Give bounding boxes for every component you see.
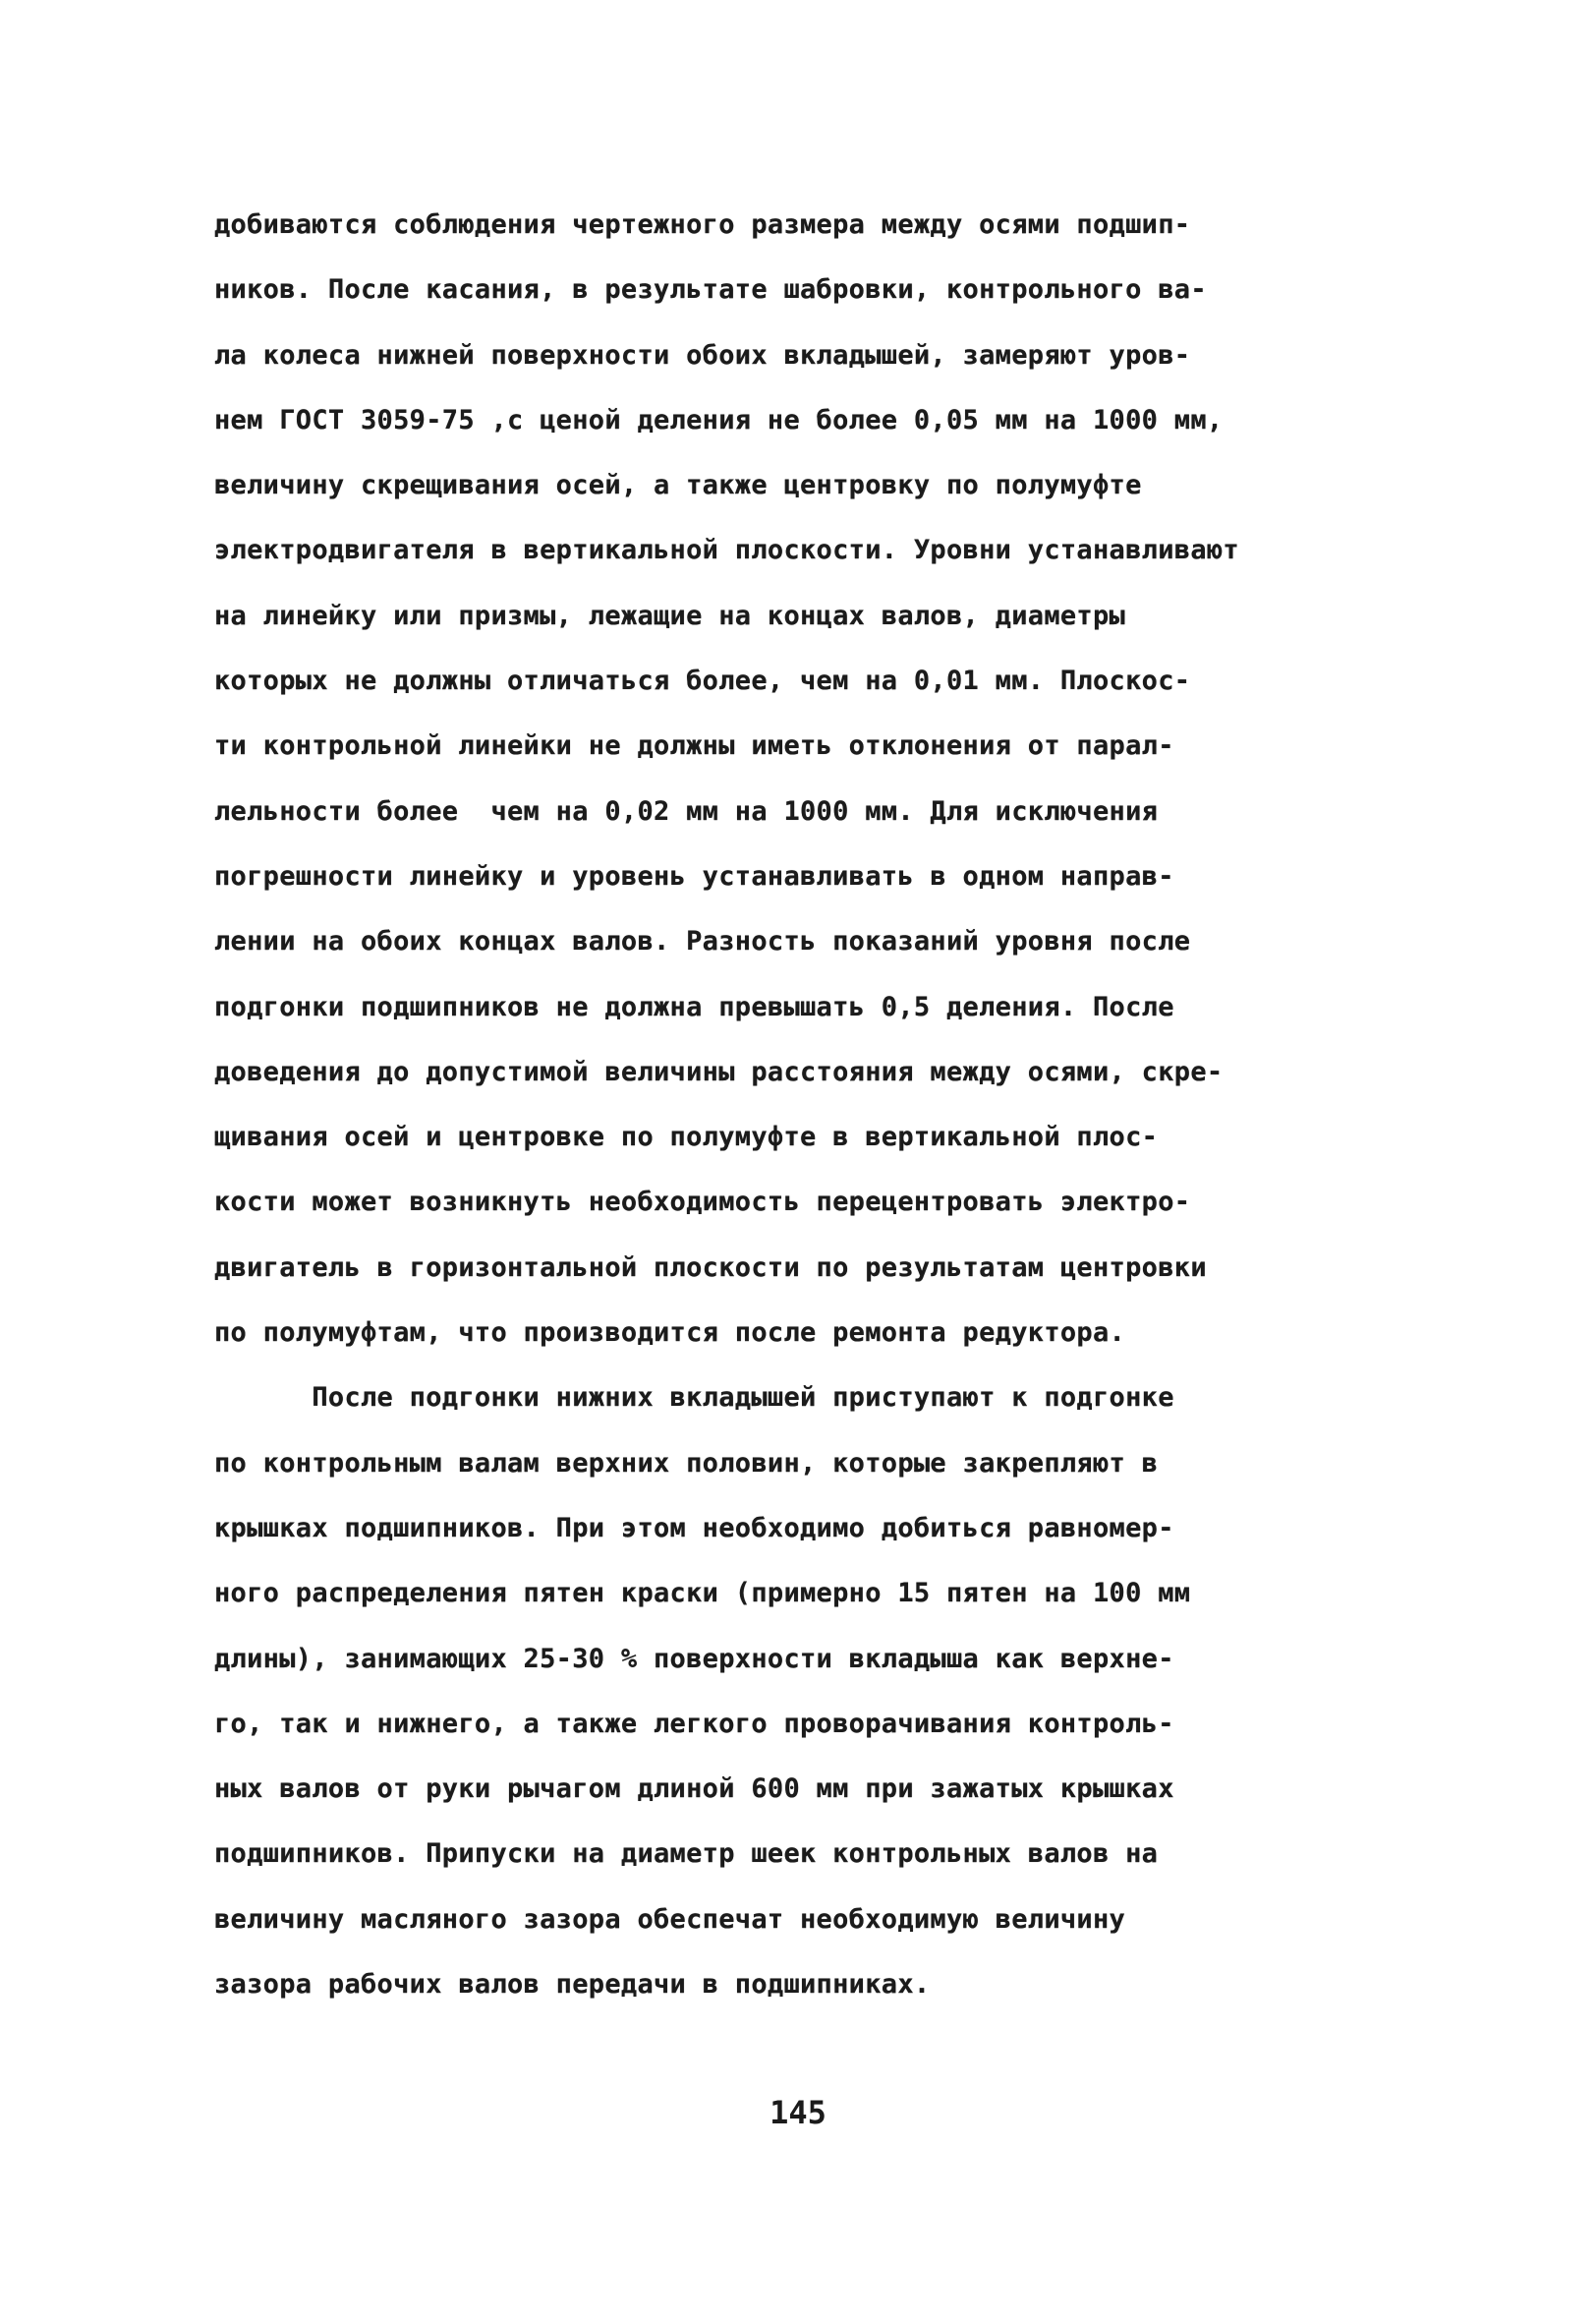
- text-line: ного распределения пятен краски (примерно 15 пятен на 100 мм: [214, 1578, 1191, 1609]
- text-line: крышках подшипников. При этом необходимо добиться равномер-: [214, 1512, 1174, 1543]
- text-line: ти контрольной линейки не должны иметь отклонения от парал-: [214, 730, 1174, 762]
- text-line: которых не должны отличаться более, чем на 0,01 мм. Плоскос-: [214, 666, 1191, 697]
- text-line: подгонки подшипников не должна превышать 0,5 деления. После: [214, 991, 1174, 1022]
- text-line: двигатель в горизонтальной плоскости по результатам центровки: [214, 1251, 1207, 1283]
- text-line: кости может возникнуть необходимость перецентровать электро-: [214, 1187, 1191, 1218]
- text-line: го, так и нижнего, а также легкого проворачивания контроль-: [214, 1708, 1174, 1739]
- text-line: по полумуфтам, что производится после ремонта редуктора.: [214, 1317, 1126, 1349]
- text-line: величину масляного зазора обеспечат необходимую величину: [214, 1903, 1126, 1935]
- paragraph-start-line: После подгонки нижних вкладышей приступают к подгонке: [214, 1382, 1174, 1414]
- text-line: на линейку или призмы, лежащие на концах валов, диаметры: [214, 600, 1126, 631]
- text-line: по контрольным валам верхних половин, которые закрепляют в: [214, 1447, 1159, 1479]
- text-line: погрешности линейку и уровень устанавливать в одном направ-: [214, 860, 1174, 892]
- text-line: зазора рабочих валов передачи в подшипниках.: [214, 1969, 931, 2001]
- text-line: электродвигателя в вертикальной плоскости. Уровни устанавливают: [214, 535, 1239, 566]
- text-line: добиваются соблюдения чертежного размера между осями подшип-: [214, 209, 1191, 240]
- page-number: 145: [770, 2094, 826, 2131]
- text-line: ных валов от руки рычагом длиной 600 мм при зажатых крышках: [214, 1773, 1174, 1805]
- text-line: щивания осей и центровке по полумуфте в вертикальной плос-: [214, 1122, 1159, 1153]
- text-line: лельности более чем на 0,02 мм на 1000 мм. Для исключения: [214, 795, 1159, 827]
- text-line: величину скрещивания осей, а также центровку по полумуфте: [214, 470, 1142, 501]
- text-line: подшипников. Припуски на диаметр шеек контрольных валов на: [214, 1838, 1159, 1870]
- text-line: ников. После касания, в результате шабровки, контрольного ва-: [214, 274, 1207, 306]
- text-line: нем ГОСТ 3059-75 ,с ценой деления не более 0,05 мм на 1000 мм,: [214, 404, 1224, 435]
- body-text: [214, 193, 1423, 2017]
- text-line: ла колеса нижней поверхности обоих вкладышей, замеряют уров-: [214, 339, 1191, 371]
- text-line: лении на обоих концах валов. Разность показаний уровня после: [214, 926, 1191, 958]
- text-line: доведения до допустимой величины расстояния между осями, скре-: [214, 1056, 1224, 1087]
- text-line: длины), занимающих 25-30 % поверхности вкладыша как верхне-: [214, 1643, 1174, 1674]
